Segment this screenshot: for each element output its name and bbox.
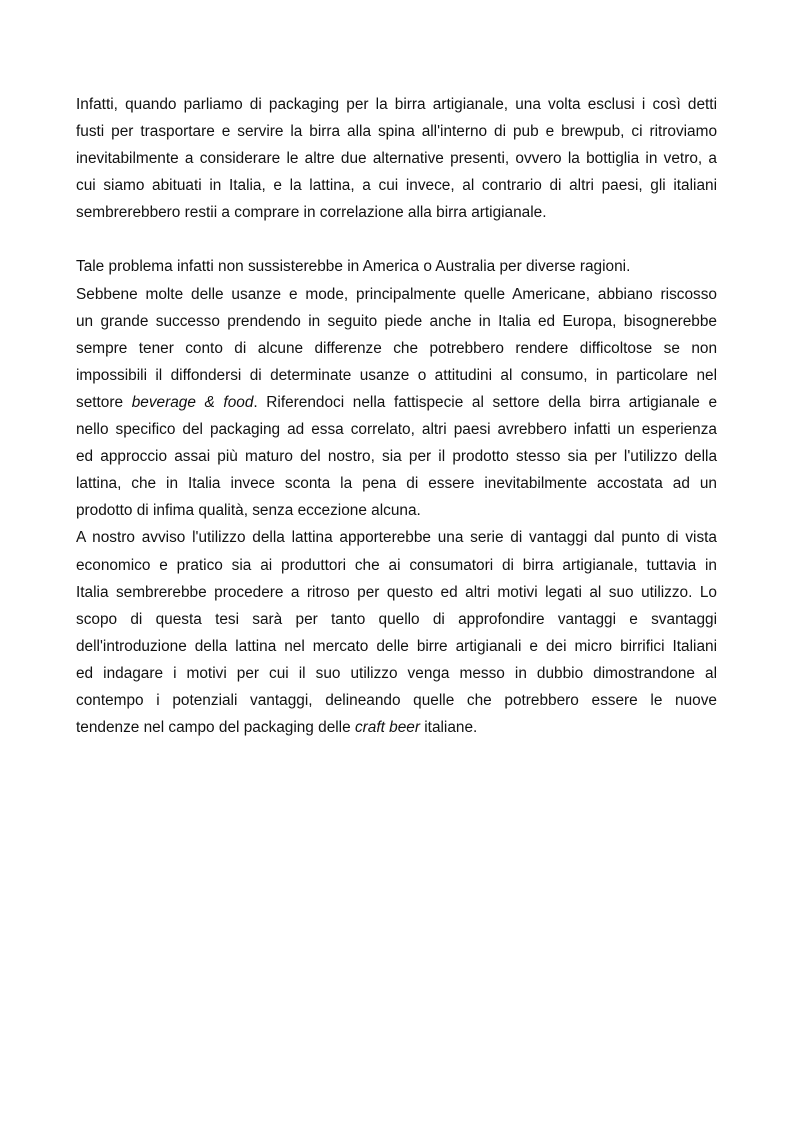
text-line: contempo i potenziali vantaggi, delineando quelle che potrebbero essere le nuove: [76, 691, 717, 709]
text-segment: tendenze nel campo del packaging delle: [76, 719, 355, 737]
text-line: cui siamo abituati in Italia, e la lattina, a cui invece, al contrario di altri paesi, gli italiani: [76, 177, 717, 195]
text-line: prodotto di infima qualità, senza eccezione alcuna.: [76, 502, 421, 520]
text-line: Tale problema infatti non sussisterebbe in America o Australia per diverse ragioni.: [76, 258, 631, 276]
text-line: ed approccio assai più maturo del nostro, sia per il prodotto stesso sia per l'utilizzo della: [76, 448, 717, 466]
text-line: [76, 714, 717, 741]
text-line: ed indagare i motivi per cui il suo utilizzo venga messo in dubbio dimostrandone al: [76, 664, 717, 682]
text-line: A nostro avviso l'utilizzo della lattina apporterebbe una serie di vantaggi dal punto di vista: [76, 529, 717, 547]
text-line: Sebbene molte delle usanze e mode, principalmente quelle Americane, abbiano riscosso: [76, 285, 717, 303]
text-line: economico e pratico sia ai produttori che ai consumatori di birra artigianale, tuttavia in: [76, 556, 717, 574]
text-line: Italia sembrerebbe procedere a ritroso per questo ed altri motivi legati al suo utilizzo. Lo: [76, 583, 717, 601]
italic-term-craft-beer: craft beer: [354, 719, 420, 737]
paragraph-usanze-mode: [76, 281, 717, 525]
text-segment: italiane.: [419, 719, 478, 737]
document-page: [76, 91, 717, 741]
paragraph-gap: [76, 226, 717, 253]
text-line: sembrerebbero restii a comprare in correlazione alla birra artigianale.: [76, 204, 547, 222]
text-line: impossibili il diffondersi di determinate usanze o attitudini al consumo, in particolare nel: [76, 366, 717, 384]
text-line: scopo di questa tesi sarà per tanto quello di approfondire vantaggi e svantaggi: [76, 610, 717, 628]
text-line: nello specifico del packaging ad essa correlato, altri paesi avrebbero infatti un esperienza: [76, 421, 717, 439]
text-line: un grande successo prendendo in seguito piede anche in Italia ed Europa, bisognerebbe: [76, 312, 717, 330]
text-line: inevitabilmente a considerare le altre due alternative presenti, ovvero la bottiglia in vetro, a: [76, 150, 717, 168]
text-line: sempre tener conto di alcune differenze che potrebbero rendere difficoltose se non: [76, 339, 717, 357]
text-segment: . Riferendoci nella fattispecie al settore della birra artigianale e: [253, 393, 718, 411]
text-line: fusti per trasportare e servire la birra alla spina all'interno di pub e brewpub, ci ritroviamo: [76, 123, 717, 141]
paragraph-problem-statement: [76, 253, 717, 280]
text-line: [76, 389, 717, 416]
text-segment: settore: [76, 393, 132, 411]
text-line: Infatti, quando parliamo di packaging per la birra artigianale, una volta esclusi i così detti: [76, 96, 717, 113]
text-line: lattina, che in Italia invece sconta la pena di essere inevitabilmente accostata ad un: [76, 475, 717, 493]
paragraph-packaging-intro: [76, 91, 717, 226]
text-line: dell'introduzione della lattina nel mercato delle birre artigianali e dei micro birrifici Italiani: [76, 637, 717, 655]
paragraph-thesis-scope: [76, 524, 717, 741]
italic-term-beverage-food: beverage & food: [131, 393, 254, 411]
